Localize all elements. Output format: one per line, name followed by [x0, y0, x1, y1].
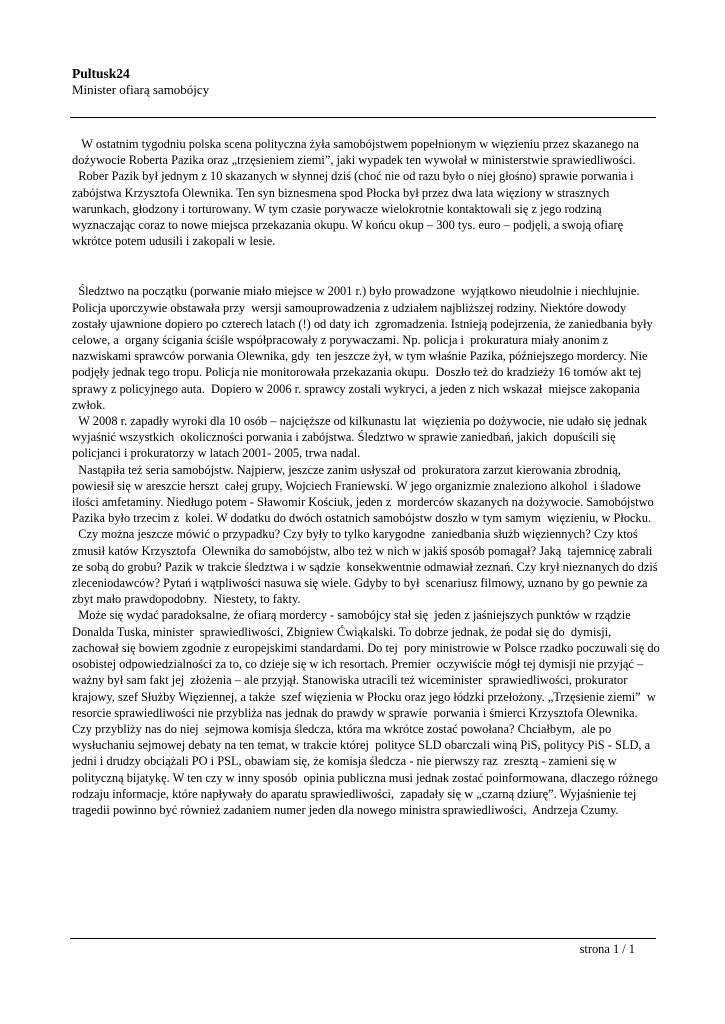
article-paragraph: W 2008 r. zapadły wyroki dla 10 osób – najcięższe od kilkunastu lat więzienia po dożywocie, nie udało się jednak wyjaśnić wszystkich okoliczności porwania i zabójstwa. Śledztwo w sprawie zaniedbań, jakich dopuścili się policjanci i prokuratorzy w latach 2001- 2005, trwa nadal.: [72, 414, 651, 461]
article-paragraph: Śledztwo na początku (porwanie miało miejsce w 2001 r.) było prowadzone wyjątkowo nieudolnie i niechlujnie. Policja uporczywie obstawała przy wersji samouprowadzenia z udziałem najbliższej rodziny. Niektóre dowody zostały ujawnione dopiero po czterech latach (!) od daty ich zgromadzenia. Istnieją podejrzenia, że zaniedbania były celowe, a organy ścigania ściśle współpracowały z porywaczami. Np. policja i prokuratura miały anonim z nazwiskami sprawców porwania Olewnika, gdy ten jeszcze żył, w tym właśnie Pazika, późniejszego mordercy. Nie podjęły jednak tego tropu. Policja nie monitorowała przekazania okupu. Doszło też do kradzieży 16 tomów akt tej sprawy z policyjnego auta. Dopiero w 2006 r. sprawcy zostali wykryci, a jeden z nich wskazał miejsce zakopania zwłok.: [72, 284, 656, 412]
document-header: [72, 66, 656, 98]
article-paragraph: Rober Pazik był jednym z 10 skazanych w słynnej dziś (choć nie od razu było o niej głośno) sprawie porwania i zabójstwa Krzysztofa Olewnika. Ten syn biznesmena spod Płocka był przez dwa lata więziony w strasznych warunkach, głodzony i torturowany. W tym czasie porywacze wielokrotnie kontaktowali się z jego rodziną wyznaczając coraz to nowe miejsca przekazania okupu. W końcu okup – 300 tys. euro – podjęli, a swoją ofiarę wkrótce potem udusili i zakopali w lesie.: [72, 169, 637, 249]
site-title: Pultusk24: [72, 66, 130, 81]
article-paragraph: Nastąpiła też seria samobójstw. Najpierw, jeszcze zanim usłyszał od prokuratora zarzut kierowania zbrodnią, powiesił się w areszcie herszt całej grupy, Wojciech Franiewski. W jego organizmie znaleziono alkohol i śladowe ilości amfetaminy. Niedługo potem - Sławomir Kościuk, jeden z morderców skazanych na dożywocie. Samobójstwo Pazika było trzecim z kolei. W dodatku do dwóch ostatnich samobójstw doszło w tym samym więzieniu, w Płocku.: [72, 462, 657, 526]
page-number: strona 1 / 1: [579, 942, 635, 956]
header-divider: [70, 117, 656, 118]
document-title: Minister ofiarą samobójcy: [72, 82, 210, 97]
article-paragraph: Czy można jeszcze mówić o przypadku? Czy były to tylko karygodne zaniedbania służb więziennych? Czy ktoś zmusił katów Krzysztofa Olewnika do samobójstw, albo też w nich w jakiś sposób pomagał? Jaką tajemnicę zabrali ze sobą do grobu? Pazik w trakcie śledztwa i w sądzie konsekwentnie odmawiał zeznań. Czy krył nieznanych do dziś zleceniodawców? Pytań i wątpliwości nasuwa się wiele. Gdyby to był scenariusz filmowy, uznano by go pewnie za zbyt mało prawdopodobny. Niestety, to fakty.: [72, 527, 661, 607]
article-paragraph: W ostatnim tygodniu polska scena polityczna żyła samobójstwem popełnionym w więzieniu przez skazanego na dożywocie Roberta Pazika oraz „trzęsieniem ziemi”, jaki wypadek ten wywołał w ministerstwie sprawiedliwości.: [72, 137, 642, 168]
article-body: [72, 136, 665, 818]
paragraph-spacer: [72, 249, 660, 283]
article-paragraph: Może się wydać paradoksalne, że ofiarą mordercy - samobójcy stał się jeden z jaśniejszych punktów w rządzie Donalda Tuska, minister sprawiedliwości, Zbigniew Ćwiąkalski. To dobrze jednak, że podał się do dymisji, zachował się bowiem zgodnie z europejskimi standardami. Do tej pory ministrowie w Polsce rzadko poczuwali się do osobistej odpowiedzialności za to, co dzieje się w ich resortach. Premier oczywiście mógł tej dymisji nie przyjąć – ważny był sam fakt jej złożenia – ale przyjął. Stanowiska utracili też wiceminister sprawiedliwości, prokurator krajowy, szef Służby Więziennej, a także szef więzienia w Płocku oraz jego łódzki przełożony. „Trzęsienie ziemi” w resorcie sprawiedliwości nie przybliża nas jednak do prawdy w sprawie porwania i śmierci Krzysztofa Olewnika. Czy przybliży nas do niej sejmowa komisja śledcza, która ma wkrótce zostać powołana? Chciałbym, ale po wysłuchaniu sejmowej debaty na ten temat, w trakcie której polityce SLD obarczali winą PiS, politycy PiS - SLD, a jedni i drudzy obciążali PO i PSL, obawiam się, że komisja śledcza - nie pierwszy raz zresztą - zamieni się w polityczną bijatykę. W ten czy w inny sposób opinia publiczna musi jednak zostać poinformowana, dlaczego różnego rodzaju informacje, które napływały do aparatu sprawiedliwości, zapadały się w „czarną dziurę”. Wyjaśnienie tej tragedii powinno być również zadaniem numer jeden dla nowego ministra sprawiedliwości, Andrzeja Czumy.: [72, 608, 665, 817]
footer-divider: [70, 938, 656, 939]
